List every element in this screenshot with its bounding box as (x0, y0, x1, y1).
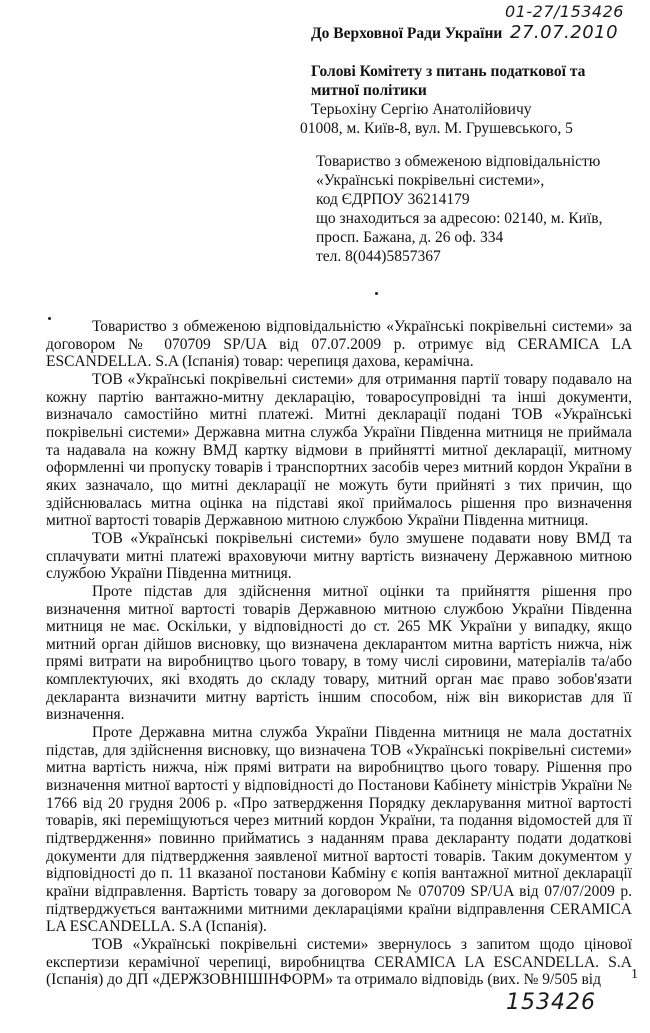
body-paragraph-5: Проте Державна митна служба України Південна митниця не мала достатніх підстав, для здійснення висновку, що визначена ТОВ «Українські покрівельні системи» митна вартість нижча, ніж прямі витрати на виробництво цього товару. Рішення про визначення митної вартості у відповідності до Постанови Кабінету міністрів України № 1766 від 20 грудня 2006 р. «Про затвердження Порядку декларування митної вартості товарів, які переміщуються через митний кордон України, та подання відомостей для її підтвердження» повинно прийматись з наданням права декларанту подати додаткові документи для підтвердження заявленої митної вартості товарів. Таким документом у відповідності до п. 11 вказаної постанови Кабміну є копія вантажної митної декларації країни відправлення. Вартість товару за договором № 070709 SP/UA від 07/07/2009 р. підтверджується вантажними митними деклараціями країни відправлення CERAMICA LA ESCANDELLA. S.A (Іспанія). (46, 724, 632, 936)
sender-line-5: просп. Бажана, д. 26 оф. 334 (316, 229, 504, 246)
sender-line-4: що знаходиться за адресою: 02140, м. Київ, (316, 210, 603, 227)
sender-line-2: «Українські покрівельні системи», (316, 172, 545, 189)
sender-line-1: Товариство з обмеженою відповідальністю (316, 153, 601, 170)
recipient-address: 01008, м. Київ-8, вул. М. Грушевського, 5 (300, 120, 573, 137)
recipient-name: Терьохіну Сергію Анатолійовичу (311, 101, 532, 118)
recipient-title-line-1: Голові Комітету з питань податкової та (311, 63, 586, 80)
sender-line-6: тел. 8(044)5857367 (316, 248, 441, 265)
sender-line-3: код ЄДРПОУ 36214179 (316, 191, 470, 208)
page-number: 1 (631, 967, 638, 982)
handwritten-registration-number: 01-27/153426 (505, 2, 624, 21)
body-paragraph-3: ТОВ «Українські покрівельні системи» було змушене подавати нову ВМД та сплачувати митні платежі враховуючи митну вартість визначену Державною митною службою України Південна митниця. (46, 529, 632, 583)
body-paragraph-1: Товариство з обмеженою відповідальністю «Українські покрівельні системи» за договором № 070709 SP/UA від 07.07.2009 р. отримує від CERAMICA LA ESCANDELLA. S.A (Іспанія) товар: черепиця дахова, керамічна. (46, 318, 632, 371)
letter-body (46, 318, 632, 989)
sender-block (316, 152, 602, 266)
scan-speck (375, 292, 378, 295)
recipient-title-line-2: митної політики (311, 82, 427, 99)
addressee-heading: До Верховної Ради України (311, 25, 503, 42)
body-paragraph-2: ТОВ «Українські покрівельні системи» для отримання партії товару подавало на кожну партію вантажно-митну декларацію, товаросупровідні та інші документи, визначало самостійно митні платежі. Митні декларації подані ТОВ «Українські покрівельні системи» Державна митна служба України Південна митниця не приймала та надавала на кожну ВМД картку відмови в прийнятті митної декларації, митному оформленні чи пропуску товарів і транспортних засобів через митний кордон України в яких зазначало, що митні декларації не можуть бути прийняті з тих причин, що здійснювалась митна оцінка на підставі якої приймалось рішення про визначення митної вартості товарів Державною митною службою України Південна митниця. (46, 370, 632, 530)
handwritten-bottom-number: 153426 (506, 990, 596, 1015)
handwritten-registration-date: 27.07.2010 (510, 22, 619, 43)
recipient-block (300, 62, 586, 138)
body-paragraph-4: Проте підстав для здійснення митної оцінки та прийняття рішення про визначення митної вартості товарів Державною митною службою України Південна митниця не має. Оскільки, у відповідності до ст. 265 МК України у випадку, якщо митний орган дійшов висновку, що визначена декларантом митна вартість нижча, ніж прямі витрати на виробництво цього товару, в тому числі сировини, матеріалів та/або комплектуючих, які входять до складу товару, митний орган має право зобов'язати декларанта визначити митну вартість іншим способом, ніж він використав для її визначення. (46, 582, 632, 724)
body-paragraph-6: ТОВ «Українські покрівельні системи» звернулось з запитом щодо цінової експертизи керамічної черепиці, виробництва CERAMICA LA ESCANDELLA. S.A (Іспанія) до ДП «ДЕРЖЗОВНІШІНФОРМ» та отримало відповідь (вих. № 9/505 від (46, 935, 632, 989)
